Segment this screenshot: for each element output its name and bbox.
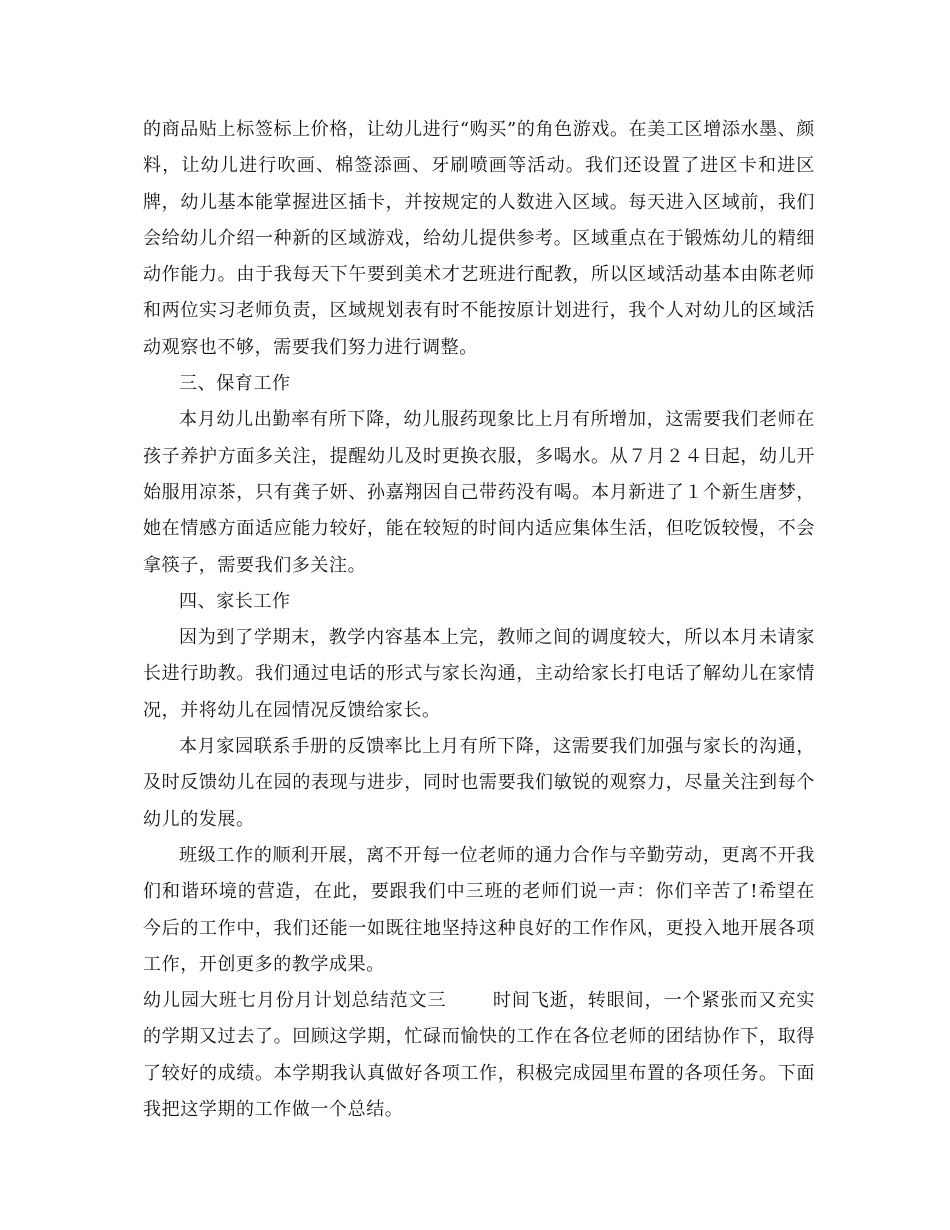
article-intro: 时间飞逝，转眼间，一个紧张而又充实的学期又过去了。回顾这学期，忙碌而愉快的工作在各位老师的团结协作下，取得了较好的成绩。本学期我认真做好各项工作，积极完成园里布置的各项任务。下面我把这学期的工作做一个总结。 [143, 990, 815, 1121]
article-title: 幼儿园大班七月份月计划总结范文三 [143, 990, 447, 1012]
article-title-line [143, 983, 815, 1128]
paragraph-closing: 班级工作的顺利开展，离不开每一位老师的通力合作与辛勤劳动，更离不开我们和谐环境的营造，在此，要跟我们中三班的老师们说一声：你们辛苦了!希望在今后的工作中，我们还能一如既往地坚持这种良好的工作作风，更投入地开展各项工作，开创更多的教学成果。 [143, 844, 815, 975]
document-page [143, 112, 815, 1128]
paragraph-continued: 的商品贴上标签标上价格，让幼儿进行“购买”的角色游戏。在美工区增添水墨、颜料，让幼儿进行吹画、棉签添画、牙刷喷画等活动。我们还设置了进区卡和进区牌，幼儿基本能掌握进区插卡，并按规定的人数进入区域。每天进入区域前，我们会给幼儿介绍一种新的区域游戏，给幼儿提供参考。区域重点在于锻炼幼儿的精细动作能力。由于我每天下午要到美术才艺班进行配教，所以区域活动基本由陈老师和两位实习老师负责，区域规划表有时不能按原计划进行，我个人对幼儿的区域活动观察也不够，需要我们努力进行调整。 [143, 119, 815, 358]
paragraph-parents-1: 因为到了学期末，教学内容基本上完，教师之间的调度较大，所以本月未请家长进行助教。我们通过电话的形式与家长沟通，主动给家长打电话了解幼儿在家情况，并将幼儿在园情况反馈给家长。 [143, 627, 815, 721]
section-heading-childcare: 三、保育工作 [179, 373, 291, 395]
section-heading-parents: 四、家长工作 [179, 590, 291, 612]
paragraph-childcare: 本月幼儿出勤率有所下降，幼儿服药现象比上月有所增加，这需要我们老师在孩子养护方面多关注，提醒幼儿及时更换衣服，多喝水。从７月２４日起，幼儿开始服用凉茶，只有龚子妍、孙嘉翔因自己带药没有喝。本月新进了１个新生唐梦，她在情感方面适应能力较好，能在较短的时间内适应集体生活，但吃饭较慢，不会拿筷子，需要我们多关注。 [143, 409, 815, 576]
paragraph-parents-2: 本月家园联系手册的反馈率比上月有所下降，这需要我们加强与家长的沟通，及时反馈幼儿在园的表现与进步，同时也需要我们敏锐的观察力，尽量关注到每个幼儿的发展。 [143, 736, 815, 830]
